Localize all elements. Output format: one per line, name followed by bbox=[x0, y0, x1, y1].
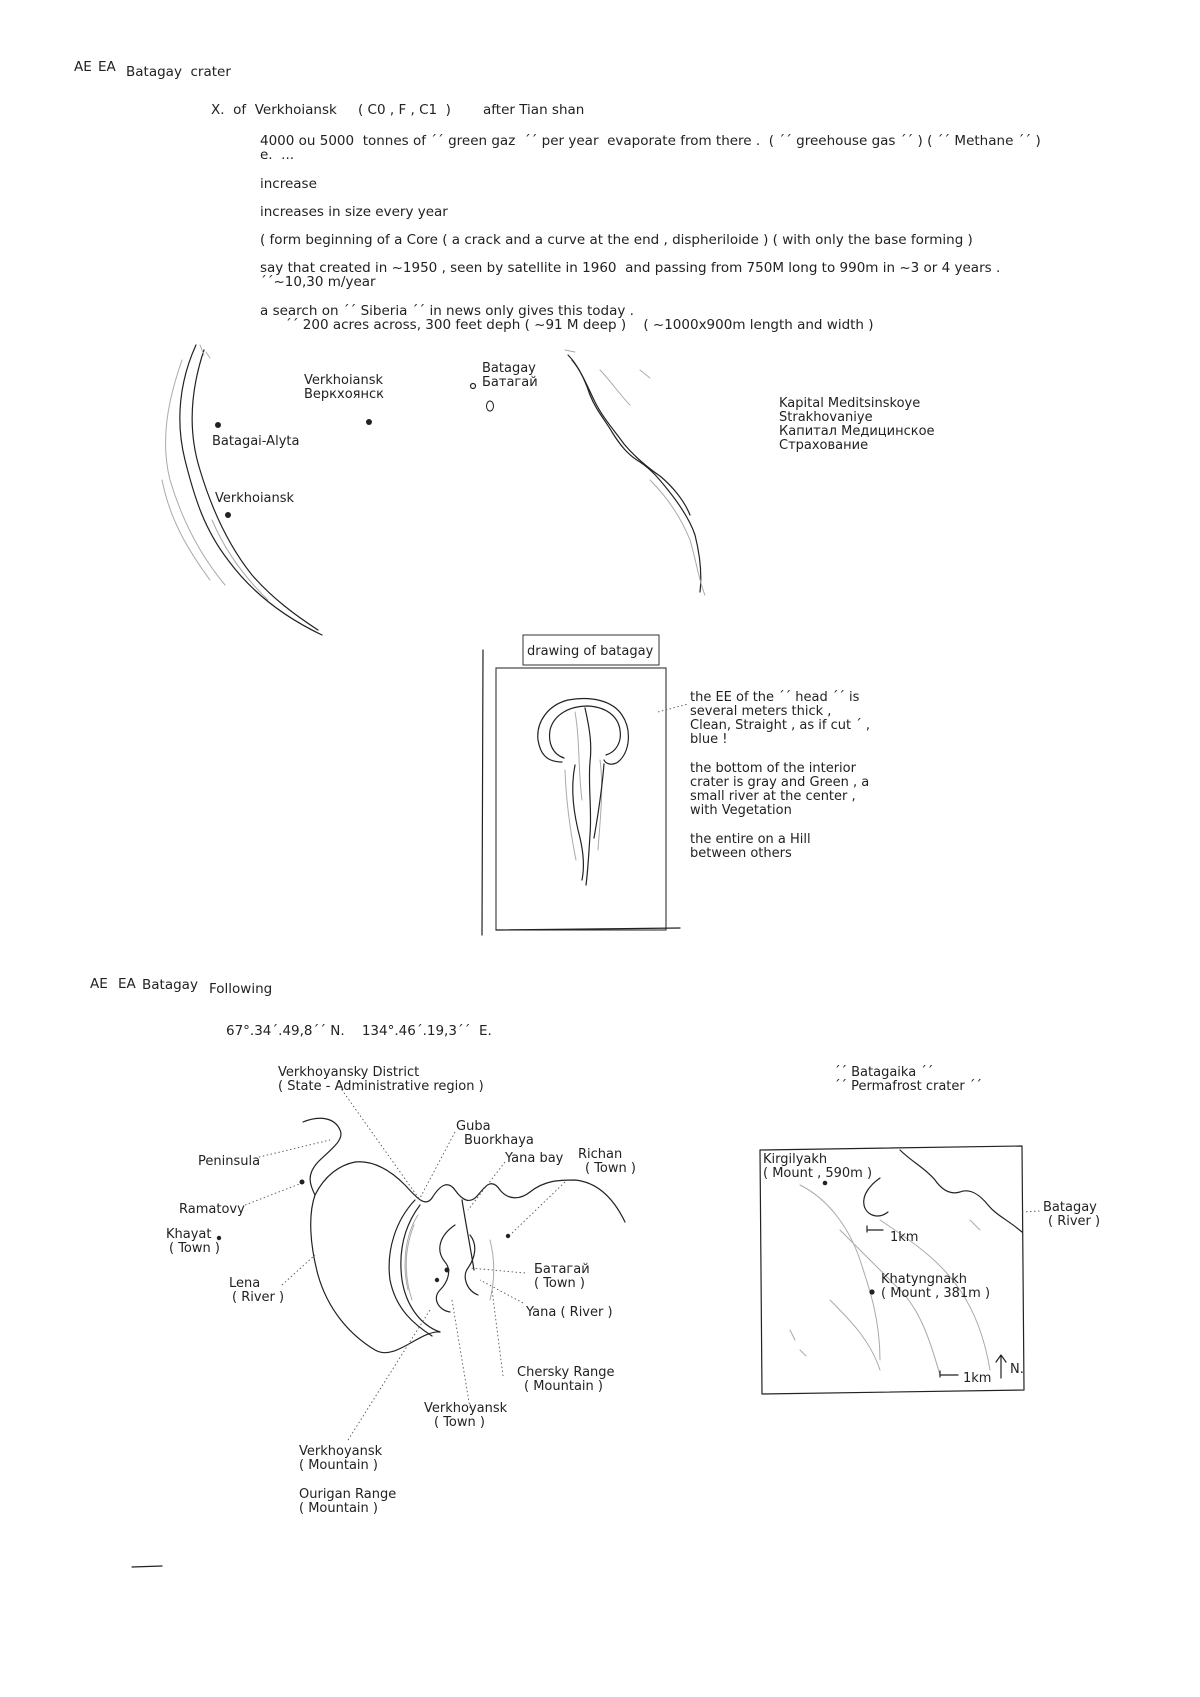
map1-label-batagai-alyta: Batagai-Alyta bbox=[212, 434, 300, 449]
section2-title: Batagay bbox=[142, 977, 198, 993]
map2-label-batagai-cyr: Батагай bbox=[534, 1262, 590, 1277]
map2-dot-batagai bbox=[445, 1268, 450, 1273]
map2-label-khayat-town: ( Town ) bbox=[169, 1241, 220, 1256]
map2-label-ramatovy: Ramatovy bbox=[179, 1202, 245, 1217]
drawing-note: between others bbox=[690, 846, 792, 861]
map2-label-chersky: Chersky Range bbox=[517, 1365, 615, 1380]
note-line: ´´~10,30 m/year bbox=[260, 274, 376, 290]
map1-label-kapital: Капитал Медицинское bbox=[779, 424, 935, 439]
drawing-note: crater is gray and Green , a bbox=[690, 775, 870, 790]
note-line: e. ... bbox=[260, 147, 295, 163]
drawing-note: blue ! bbox=[690, 732, 728, 747]
drawing-note: the EE of the ´´ head ´´ is bbox=[690, 690, 860, 705]
note-line: ( form beginning of a Core ( a crack and a curve at the end , dispheriloide ) ( with only the base forming ) bbox=[260, 232, 973, 248]
map3-label-kirgilyakh: Kirgilyakh bbox=[763, 1152, 828, 1167]
map1-label-kapital: Kapital Meditsinskoye bbox=[779, 396, 921, 411]
map3-label-kirgilyakh-mount: ( Mount , 590m ) bbox=[763, 1166, 873, 1181]
map2-label-verkhoyansk-mountain-sub: ( Mountain ) bbox=[299, 1458, 378, 1473]
map2-dot-verkhoyansk bbox=[435, 1278, 439, 1282]
subtitle-x-of: X. of Verkhoiansk bbox=[211, 102, 337, 118]
section2-following: Following bbox=[209, 981, 273, 997]
map2-label-ourigan-mountain: ( Mountain ) bbox=[299, 1501, 378, 1516]
map1-label-batagay-cyr: Батагай bbox=[482, 375, 538, 390]
drawing-note: Clean, Straight , as if cut ´ , bbox=[690, 718, 870, 733]
map1-label-kapital: Strakhovaniye bbox=[779, 410, 873, 425]
drawing-frame bbox=[482, 635, 688, 935]
page-title: Batagay crater bbox=[126, 64, 231, 80]
map2-label-verkhoyansk-town-sub: ( Town ) bbox=[434, 1415, 485, 1430]
map2-label-district: Verkhoyansky District bbox=[278, 1065, 420, 1080]
header-ea: EA bbox=[98, 59, 116, 75]
map2-dot-ramatovy bbox=[300, 1180, 305, 1185]
header-ae: AE bbox=[74, 59, 92, 75]
drawing-tab-label: drawing of batagay bbox=[527, 644, 654, 659]
map3-north-label: N. bbox=[1010, 1362, 1024, 1377]
crater-drawing bbox=[538, 699, 629, 885]
map2-label-verkhoyansk-town: Verkhoyansk bbox=[424, 1401, 508, 1416]
map2-dot-richan bbox=[506, 1234, 510, 1238]
note-line: 4000 ou 5000 tonnes of ´´ green gaz ´´ per year evaporate from there . ( ´´ greehouse gas ´´ ) ( ´´ Methane ´´ ) bbox=[260, 133, 1041, 149]
map1-left-coast bbox=[162, 345, 322, 635]
map3-label-khatyngnakh-mount: ( Mount , 381m ) bbox=[881, 1286, 991, 1301]
note-line: a search on ´´ Siberia ´´ in news only gives this today . bbox=[260, 303, 634, 319]
map2-label-khayat: Khayat bbox=[166, 1227, 212, 1242]
map1-crater-mark bbox=[487, 401, 494, 411]
section2-coords: 67°.34´.49,8´´ N. 134°.46´.19,3´´ E. bbox=[226, 1023, 492, 1039]
map2-label-richan-town: ( Town ) bbox=[585, 1161, 636, 1176]
section2-ae: AE bbox=[90, 976, 108, 992]
map2-label-district-sub: ( State - Administrative region ) bbox=[278, 1079, 484, 1094]
map2-label-ourigan: Ourigan Range bbox=[299, 1487, 397, 1502]
note-line: increase bbox=[260, 176, 317, 192]
map3-dot-kirgilyakh bbox=[823, 1181, 828, 1186]
drawing-note: several meters thick , bbox=[690, 704, 832, 719]
map2-label-lena: Lena bbox=[229, 1276, 261, 1291]
section2-ea: EA bbox=[118, 976, 136, 992]
subtitle-after: after Tian shan bbox=[483, 102, 585, 118]
map3-title: ´´ Batagaika ´´ bbox=[834, 1065, 934, 1080]
map2-label-buorkhaya: Buorkhaya bbox=[464, 1133, 534, 1148]
map3-frame bbox=[132, 1146, 1040, 1567]
drawing-note: the bottom of the interior bbox=[690, 761, 856, 776]
drawing-note: the entire on a Hill bbox=[690, 832, 811, 847]
map2-label-yana-bay: Yana bay bbox=[505, 1151, 564, 1166]
drawing-note: with Vegetation bbox=[690, 803, 792, 818]
map1-dot-verkhoiansk bbox=[366, 419, 372, 425]
map1-label-verkhoiansk-cyr: Веркхоянск bbox=[304, 387, 384, 402]
map2-label-richan: Richan bbox=[578, 1147, 623, 1162]
map3-label-batagay-river: Batagay bbox=[1043, 1200, 1097, 1215]
map2-label-batagai-town: ( Town ) bbox=[534, 1276, 585, 1291]
drawing-note: small river at the center , bbox=[690, 789, 856, 804]
map2-dot-khayat bbox=[217, 1236, 221, 1240]
map3-label-batagay-river-sub: ( River ) bbox=[1048, 1214, 1101, 1229]
map3-scale-label: 1km bbox=[890, 1230, 919, 1245]
map2-label-peninsula: Peninsula bbox=[198, 1154, 261, 1169]
map1-label-batagay: Batagay bbox=[482, 361, 536, 376]
map2-label-yana-river: Yana ( River ) bbox=[526, 1305, 613, 1320]
map3-scale-label: 1km bbox=[963, 1371, 992, 1386]
note-line: say that created in ~1950 , seen by satellite in 1960 and passing from 750M long to 990m in ~3 or 4 years . bbox=[260, 260, 1001, 276]
map3-dot-khatyngnakh bbox=[869, 1289, 874, 1294]
map2-label-verkhoyansk-mountain: Verkhoyansk bbox=[299, 1444, 383, 1459]
map2-label-chersky-mountain: ( Mountain ) bbox=[524, 1379, 603, 1394]
map1-label-verkhoiansk: Verkhoiansk bbox=[304, 373, 384, 388]
note-line: increases in size every year bbox=[260, 204, 448, 220]
map1-dot-batagay bbox=[471, 384, 476, 389]
map1-right-coast bbox=[565, 350, 705, 595]
subtitle-codes: ( C0 , F , C1 ) bbox=[358, 102, 451, 118]
map3-subtitle: ´´ Permafrost crater ´´ bbox=[834, 1079, 982, 1094]
map3-label-khatyngnakh: Khatyngnakh bbox=[881, 1272, 967, 1287]
map2-label-guba: Guba bbox=[456, 1119, 491, 1134]
map1-label-verkhoiansk2: Verkhoiansk bbox=[215, 491, 295, 506]
map1-dot-batagai-alyta bbox=[215, 422, 221, 428]
map1-dot-verkhoiansk2 bbox=[225, 512, 231, 518]
map1-label-kapital: Страхование bbox=[779, 438, 869, 453]
map2-label-lena-river: ( River ) bbox=[232, 1290, 285, 1305]
note-line: ´´ 200 acres across, 300 feet deph ( ~91 M deep ) ( ~1000x900m length and width ) bbox=[285, 317, 874, 333]
